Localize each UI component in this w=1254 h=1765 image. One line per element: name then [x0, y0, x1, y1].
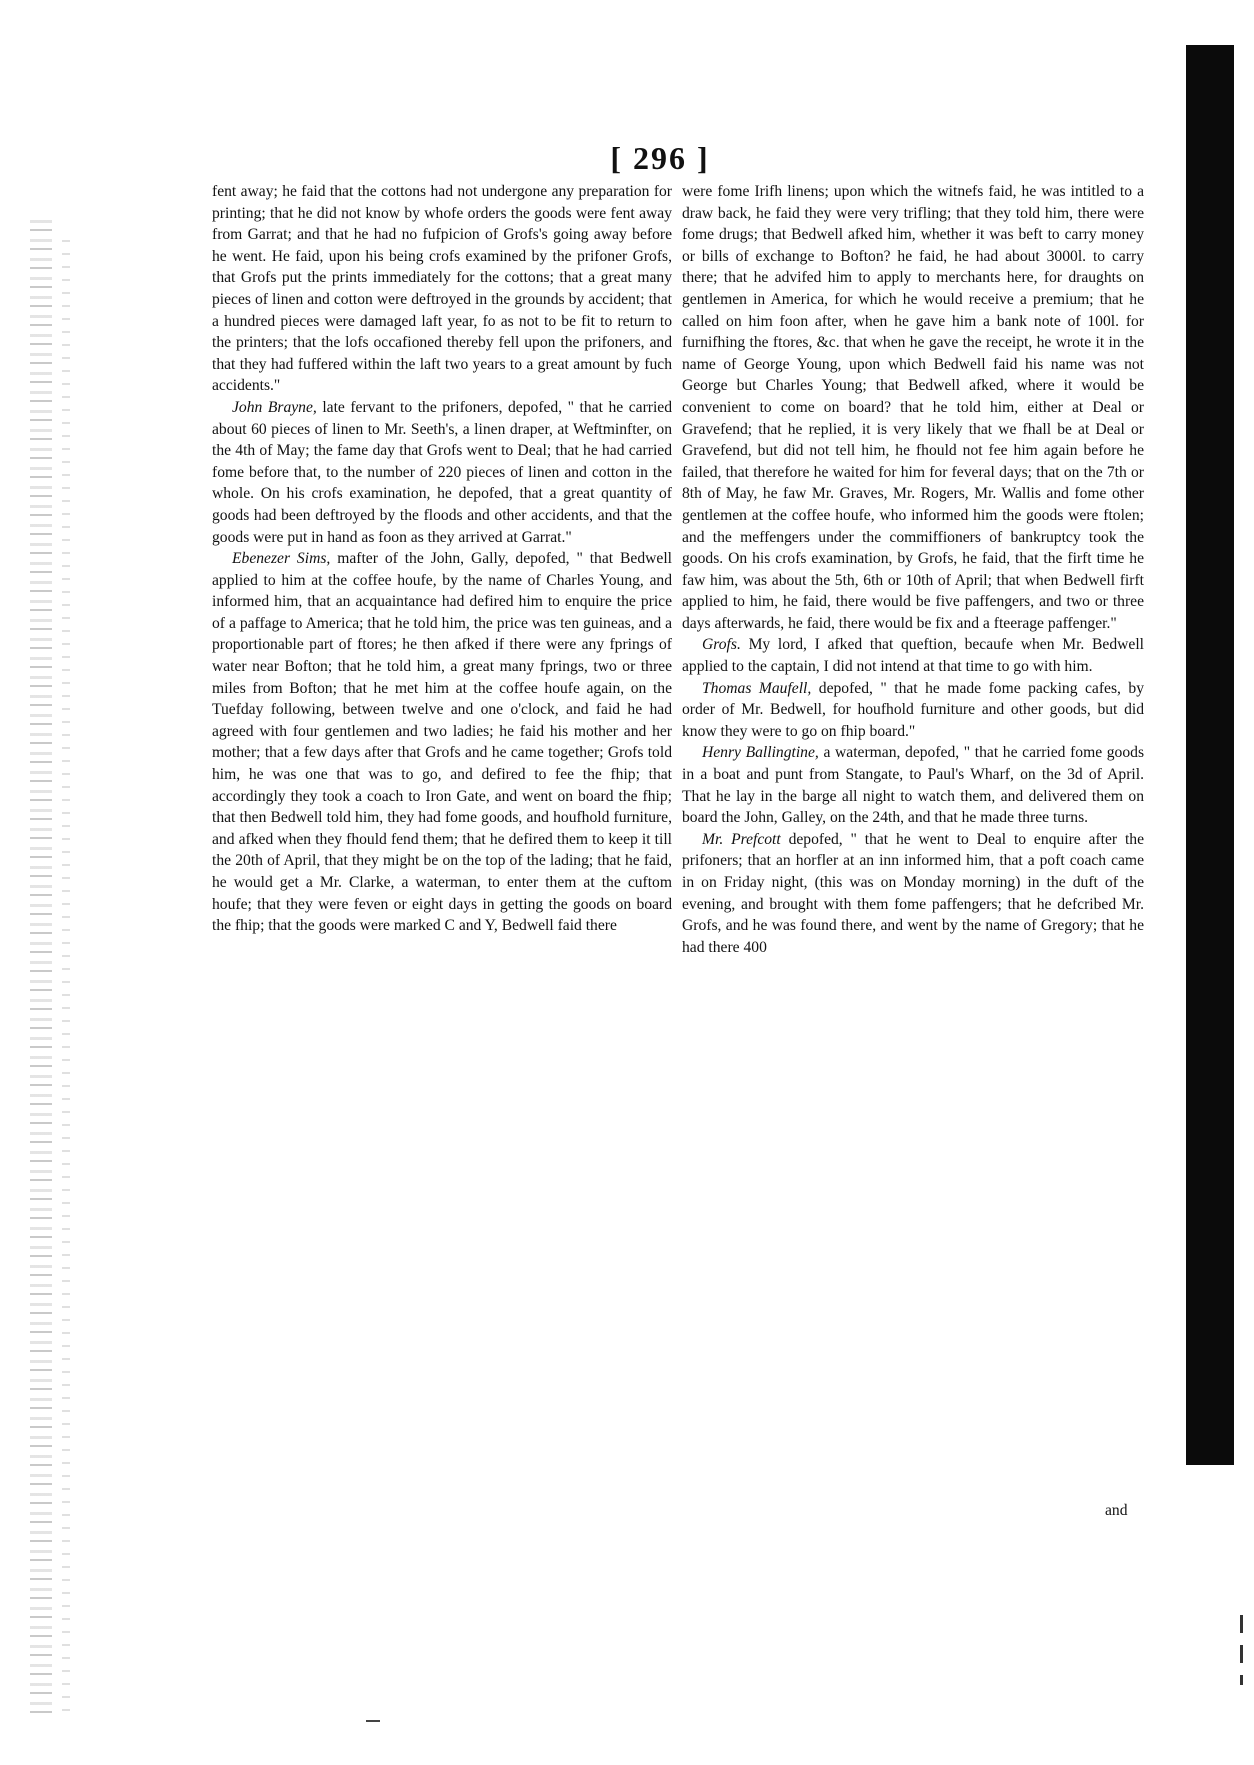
catchword: and — [1105, 1502, 1128, 1519]
paragraph — [212, 548, 672, 937]
speaker-name: Grofs. — [702, 636, 741, 654]
speaker-name: Mr. Prefcott — [702, 830, 781, 848]
paragraph — [682, 634, 1144, 677]
paragraph — [682, 829, 1144, 959]
paragraph-text: late fervant to the prifoners, depofed, " that he carried about 60 pieces of linen to Mr. Seeth's, a linen draper, at Weftminfter, on the 4th of May; the fame day that Grofs went to Deal; that he had carried fome before that, to the number of 220 pieces of linen and cotton in the whole. On his crofs examination, he depofed, that a great quantity of goods had been deftroyed by the floods and other accidents, and that the goods were put in hand as foon as they arrived at Garrat." — [212, 398, 672, 546]
paragraph-text: depofed, " that he made fome packing cafes, by order of Mr. Bedwell, for houfhold furniture and other goods, but did know they were to go on fhip board." — [682, 679, 1144, 740]
paragraph — [682, 742, 1144, 828]
left-column — [212, 181, 672, 937]
speaker-name: Henry Ballingtine, — [702, 744, 819, 762]
paragraph-text: mafter of the John, Gally, depofed, " that Bedwell applied to him at the coffee houfe, by the name of Charles Young, and informed him, that an acquaintance had defired him to enquire the price of a paffage to America; that he told him, the price was ten guineas, and a proportionable part of ftores; he then afked if there were any fprings of water near Bofton; that he told him, a great many fprings, two or three miles from Bofton; that he met him at the coffee houfe again, on the Tuefday following, between twelve and one o'clock, and faid he had agreed with four gentlemen and two ladies; he faid his mother and her mother; that a few days after that Grofs and he came together; Grofs told him, he was one that was to go, and defired to fee the fhip; that accordingly they took a coach to Iron Gate, and went on board the fhip; that then Bedwell told him, they had fome goods, and houfhold furniture, and afked when they fhould fend them; that he defired them to keep it till the 20th of April, that they might be on the top of the lading; that he faid, he would get a Mr. Clarke, a waterman, to enter them at the cuftom houfe; that they were feven or eight days in getting the goods on board the fhip; that the goods were marked C and Y, Bedwell faid there — [212, 550, 672, 935]
paragraph — [212, 181, 672, 397]
right-column — [682, 181, 1144, 958]
speaker-name: John Brayne, — [232, 398, 317, 416]
paragraph — [682, 678, 1144, 743]
speaker-name: Ebenezer Sims, — [232, 550, 331, 568]
scan-edge-left — [30, 220, 52, 1720]
page-number: [ 296 ] — [610, 140, 710, 176]
paragraph-text: depofed, " that he went to Deal to enquire after the prifoners; that an horfler at an inn informed him, that a poft coach came in on Friday night, (this was on Monday morning) in the duft of the evening, and brought with them fome paffengers; that he defcribed Mr. Grofs, and he was found there, and went by the name of Gregory; that he had there 400 — [682, 830, 1144, 956]
paragraph-text: fent away; he faid that the cottons had not undergone any preparation for printing; that he did not know by whofe orders the goods were fent away from Garrat; and that he had no fufpicion of Grofs's going away before he went. He faid, upon his being crofs examined by the prifoner Grofs, that Grofs put the prints immediately for the cottons; that a great many pieces of linen and cotton were deftroyed in the grounds by accident; that a hundred pieces were damaged laft year, fo as not to be fit to return to the printers; that the lofs occafioned thereby fell upon the prifoners, and that they had fuffered within the laft two years to a great amount by fuch accidents." — [212, 183, 672, 395]
paragraph-text: were fome Irifh linens; upon which the witnefs faid, he was intitled to a draw back, he faid they were very trifling; that they told him, there were fome drugs; that Bedwell afked him, whether it was beft to carry money or bills of exchange to Bofton? he faid, he had about 3000l. to carry there; that he advifed him to apply to merchants here, for draughts on gentlemen in America, for which he would receive a premium; that he called on him foon after, when he gave him a bank note of 100l. for furnifhing the ftores, &c. that when he gave the receipt, he wrote it in the name of George Young, upon which Bedwell faid his name was not George but Charles Young; that Bedwell afked, where it would be convenient to come on board? that he told him, either at Deal or Gravefend; that he replied, it is very likely that we fhall be at Deal or Gravefend, but did not tell him, he fhould not fee him again before he failed, that therefore he waited for him for feveral days; that on the 7th or 8th of May, he faw Mr. Graves, Mr. Rogers, Mr. Wallis and fome other gentlemen at the coffee houfe, who informed him the goods were ftolen; and the meffengers under the commiffioners of bankruptcy took the goods. On his crofs examination, by Grofs, he faid, that the firft time he faw him, was about the 5th, 6th or 10th of April; that when Bedwell firft applied to him, he faid, there would be five paffengers, and two or three days afterwards, he faid, there would be fix and a fteerage paffenger." — [682, 183, 1144, 632]
scan-edge-left-inner — [62, 240, 70, 1720]
binding-shadow — [1186, 45, 1234, 1465]
paragraph-text: My lord, I afked that queftion, becaufe when Mr. Bedwell applied to the captain, I did not intend at that time to go with him. — [682, 636, 1144, 676]
paragraph — [682, 181, 1144, 634]
speaker-name: Thomas Maufell, — [702, 679, 812, 697]
stray-mark — [366, 1720, 380, 1722]
paragraph — [212, 397, 672, 548]
paragraph-text: a waterman, depofed, " that he carried fome goods in a boat and punt from Stangate, to Paul's Wharf, on the 3d of April. That he lay in the barge all night to watch them, and delivered them on board the John, Galley, on the 24th, and that he made three turns. — [682, 744, 1145, 827]
edge-marks — [1240, 1615, 1243, 1685]
